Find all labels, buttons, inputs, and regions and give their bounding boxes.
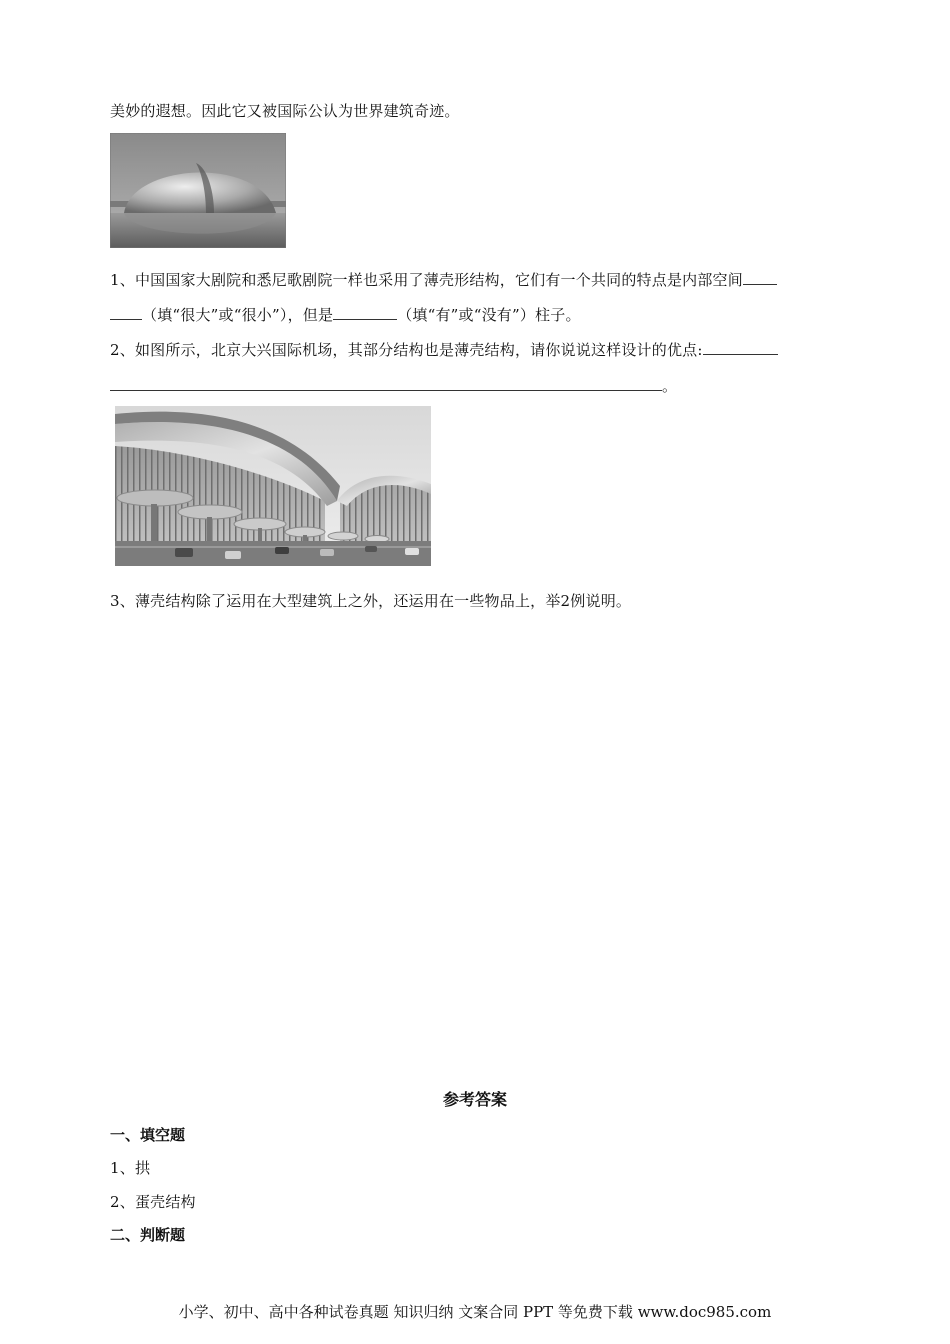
answer-blank[interactable]	[703, 340, 778, 355]
answer-blank[interactable]	[110, 305, 142, 320]
footer-text: 小学、初中、高中各种试卷真题 知识归纳 文案合同 PPT 等免费下载 www.doc985.com	[178, 1303, 772, 1321]
section-true-false: 二、判断题	[110, 1226, 186, 1244]
question-1-text-part-2: （填“有”或“没有”）柱子。	[397, 306, 581, 324]
answer-1: 1、拱	[110, 1159, 151, 1177]
question-1-text-part-1: （填“很大”或“很小”），但是	[142, 306, 334, 324]
question-1-line-1	[110, 270, 777, 290]
answer-blank[interactable]	[333, 305, 397, 320]
daxing-airport-photo	[115, 406, 431, 566]
answer-2: 2、蛋壳结构	[110, 1193, 196, 1211]
grand-theater-photo	[110, 133, 286, 248]
question-2-end: 。	[662, 377, 678, 395]
question-2-text: 2、如图所示，北京大兴国际机场，其部分结构也是薄壳结构，请你说说这样设计的优点:	[110, 341, 703, 359]
section-fill-in-blank: 一、填空题	[110, 1126, 186, 1144]
answer-blank[interactable]	[743, 270, 777, 285]
question-1-line-2	[110, 305, 581, 325]
question-2-line-1	[110, 340, 778, 360]
question-3: 3、薄壳结构除了运用在大型建筑上之外，还运用在一些物品上，举2例说明。	[110, 592, 632, 610]
question-1-text: 1、中国国家大剧院和悉尼歌剧院一样也采用了薄壳形结构，它们有一个共同的特点是内部空间	[110, 271, 743, 289]
intro-text: 美妙的遐想。因此它又被国际公认为世界建筑奇迹。	[110, 102, 460, 120]
answer-key-title: 参考答案	[442, 1090, 507, 1109]
answer-blank[interactable]	[110, 376, 662, 391]
question-2-line-2	[110, 376, 677, 396]
